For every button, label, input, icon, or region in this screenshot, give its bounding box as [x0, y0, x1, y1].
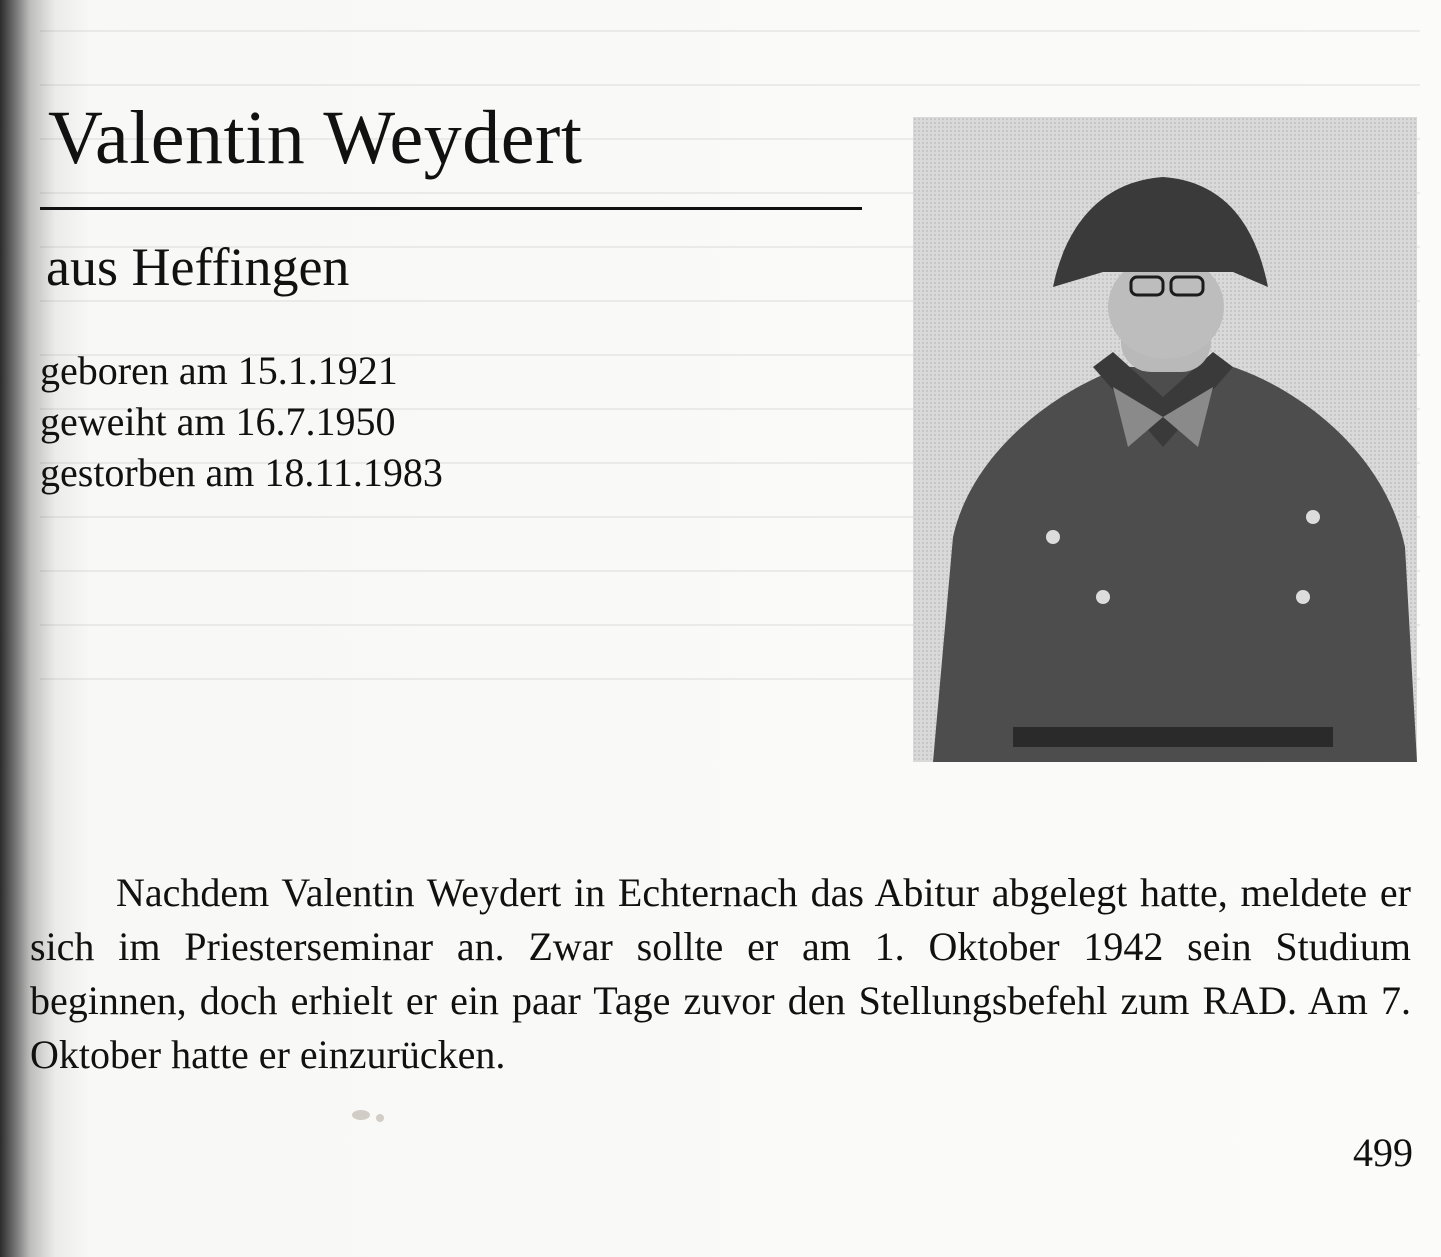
paper-speck	[376, 1114, 384, 1122]
biography-paragraph	[30, 866, 1411, 1082]
origin-subheading: aus Heffingen	[46, 237, 350, 297]
life-dates	[40, 345, 443, 498]
heading-rule	[40, 207, 862, 210]
death-date-line: gestorben am 18.11.1983	[40, 450, 443, 495]
page-number: 499	[1353, 1130, 1413, 1175]
portrait-photo	[913, 117, 1417, 762]
biography-text: Nachdem Valentin Weydert in Echternach das Abitur abgelegt hatte, meldete er sich im Priesterseminar an. Zwar sollte er am 1. Oktober 1942 sein Studium beginnen, doch erhielt er ein paar Tage zuvor den Stellungsbefehl zum RAD. Am 7. Oktober hatte er einzurücken.	[30, 870, 1411, 1077]
person-name-heading: Valentin Weydert	[48, 96, 583, 180]
paper-speck	[352, 1110, 370, 1120]
birth-date-line: geboren am 15.1.1921	[40, 348, 398, 393]
soldier-portrait-image	[913, 117, 1417, 762]
ordination-date-line: geweiht am 16.7.1950	[40, 399, 396, 444]
